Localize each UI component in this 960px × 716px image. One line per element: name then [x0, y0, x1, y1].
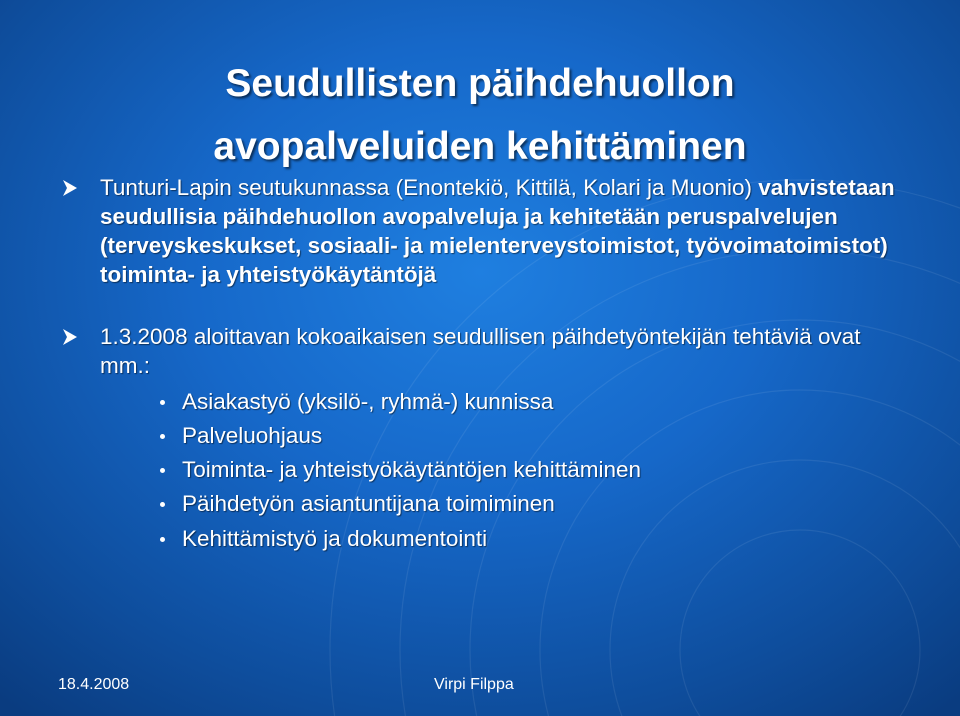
slide-title-line-2: avopalveluiden kehittäminen — [213, 125, 747, 168]
dot-bullet-icon — [160, 400, 165, 405]
dot-bullet-icon — [160, 434, 165, 439]
bullet-2-text: 1.3.2008 aloittavan kokoaikaisen seudullisen päihdetyöntekijän tehtäviä ovat mm.: — [100, 324, 861, 378]
sub-item-2-text: Palveluohjaus — [182, 423, 323, 448]
bullet-item-1 — [100, 173, 900, 289]
dot-bullet-icon — [160, 468, 165, 473]
footer-author: Virpi Filppa — [434, 676, 514, 693]
sub-item-3-text: Toiminta- ja yhteistyökäytäntöjen kehittäminen — [182, 457, 641, 482]
bullet-1-bold-text: vahvistetaan seudullisia päihdehuollon avopalveluja ja kehitetään peruspalvelujen (terveyskeskukset, sosiaali- ja mielenterveystoimistot, työvoimatoimistot) toiminta- ja yhteistyökäytäntöjä — [100, 175, 895, 287]
sub-item-4-text: Päihdetyön asiantuntijana toimiminen — [182, 491, 555, 516]
arrow-bullet-icon — [62, 328, 78, 346]
sub-item-4 — [182, 487, 882, 521]
sub-item-1 — [182, 385, 882, 419]
footer-date: 18.4.2008 — [58, 676, 130, 693]
bullet-item-2 — [100, 322, 900, 380]
sub-item-5 — [182, 522, 882, 556]
dot-bullet-icon — [160, 502, 165, 507]
bullet-1-text: Tunturi-Lapin seutukunnassa (Enontekiö, Kittilä, Kolari ja Muonio) — [100, 175, 759, 200]
dot-bullet-icon — [160, 537, 165, 542]
sub-item-5-text: Kehittämistyö ja dokumentointi — [182, 526, 488, 551]
sub-item-1-text: Asiakastyö (yksilö-, ryhmä-) kunnissa — [182, 389, 554, 414]
arrow-bullet-icon — [62, 179, 78, 197]
slide-title-line-1: Seudullisten päihdehuollon — [225, 62, 735, 105]
sub-item-2 — [182, 419, 882, 453]
sub-item-3 — [182, 453, 882, 487]
